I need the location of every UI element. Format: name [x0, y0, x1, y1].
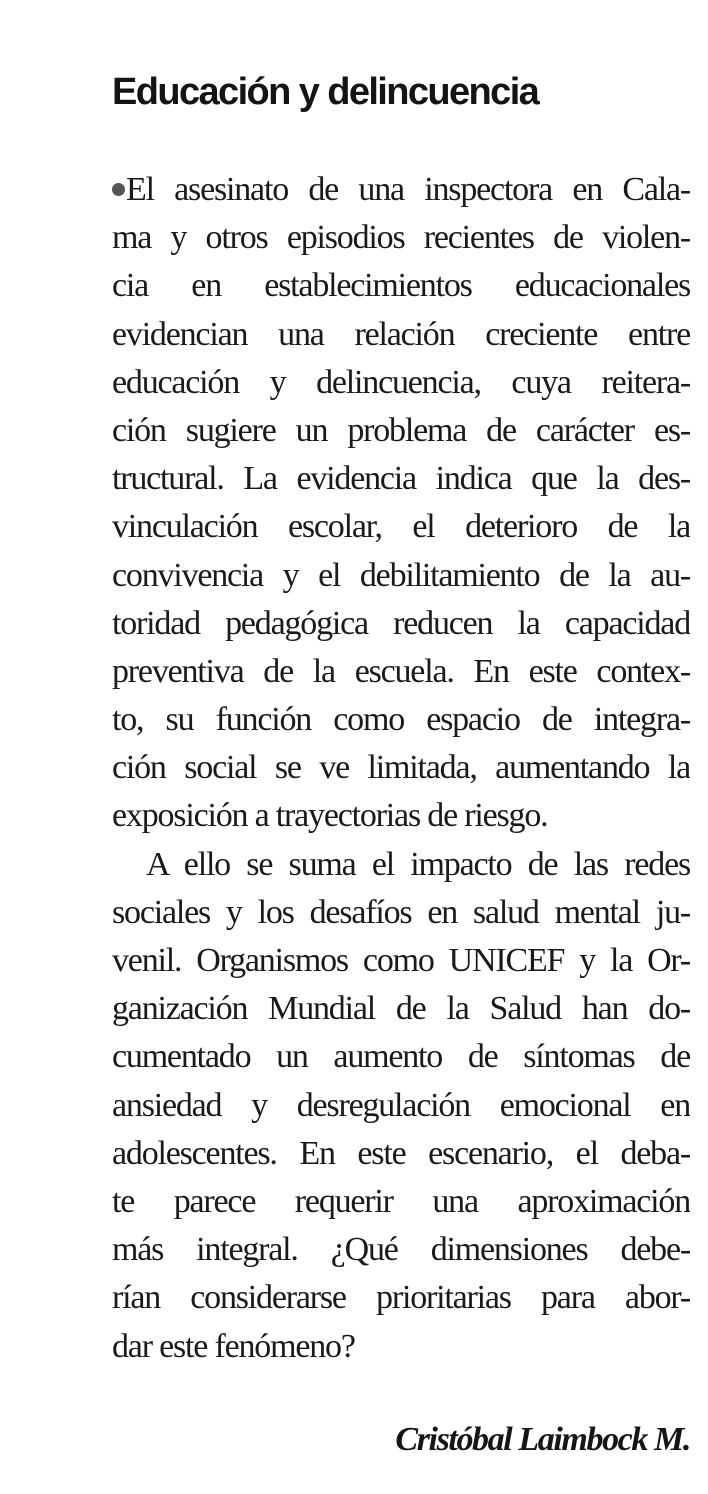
- body-line: vinculación escolar, el deterioro de la: [112, 508, 690, 546]
- author-signature: Cristóbal Laimbock M.: [395, 1421, 690, 1458]
- body-line: cia en establecimientos educacionales: [112, 267, 690, 305]
- body-line: evidencian una relación creciente entre: [112, 315, 690, 353]
- body-line: ción social se ve limitada, aumentando la: [112, 749, 690, 787]
- body-line: venil. Organismos como UNICEF y la Or-: [112, 942, 690, 979]
- body-line: cumentado un aumento de síntomas de: [112, 1038, 690, 1076]
- body-line: to, su función como espacio de integra-: [112, 701, 690, 739]
- body-line: rían considerarse prioritarias para abor-: [112, 1279, 690, 1317]
- article-paragraph-1: [112, 166, 690, 841]
- body-line: El asesinato de una inspectora en Cala-: [112, 166, 690, 214]
- body-line: ansiedad y desregulación emocional en: [112, 1086, 690, 1124]
- article-body: [112, 166, 690, 1371]
- article-paragraph-2: [112, 841, 690, 1371]
- body-line: más integral. ¿Qué dimensiones debe-: [112, 1231, 690, 1269]
- body-line: ma y otros episodios recientes de violen-: [112, 219, 690, 257]
- body-line: sociales y los desafíos en salud mental ju-: [112, 893, 690, 931]
- body-line: preventiva de la escuela. En este contex-: [112, 652, 690, 690]
- body-line: toridad pedagógica reducen la capacidad: [112, 604, 690, 642]
- body-line: A ello se suma el impacto de las redes: [146, 845, 690, 883]
- bullet-icon: [112, 183, 125, 196]
- body-line: educación y delincuencia, cuya reitera-: [112, 363, 690, 401]
- body-line: ganización Mundial de la Salud han do-: [112, 990, 690, 1028]
- body-line: dar este fenómeno?: [112, 1327, 355, 1365]
- article-headline: Educación y delincuencia: [112, 71, 539, 113]
- body-line: exposición a trayectorias de riesgo.: [112, 797, 548, 835]
- body-line: adolescentes. En este escenario, el deba-: [112, 1134, 690, 1172]
- clipped-previous-text: [112, 0, 302, 6]
- body-line: te parece requerir una aproximación: [112, 1182, 690, 1220]
- body-line: ción sugiere un problema de carácter es-: [112, 411, 690, 449]
- body-line: tructural. La evidencia indica que la des-: [112, 460, 690, 498]
- body-line: convivencia y el debilitamiento de la au-: [112, 556, 690, 594]
